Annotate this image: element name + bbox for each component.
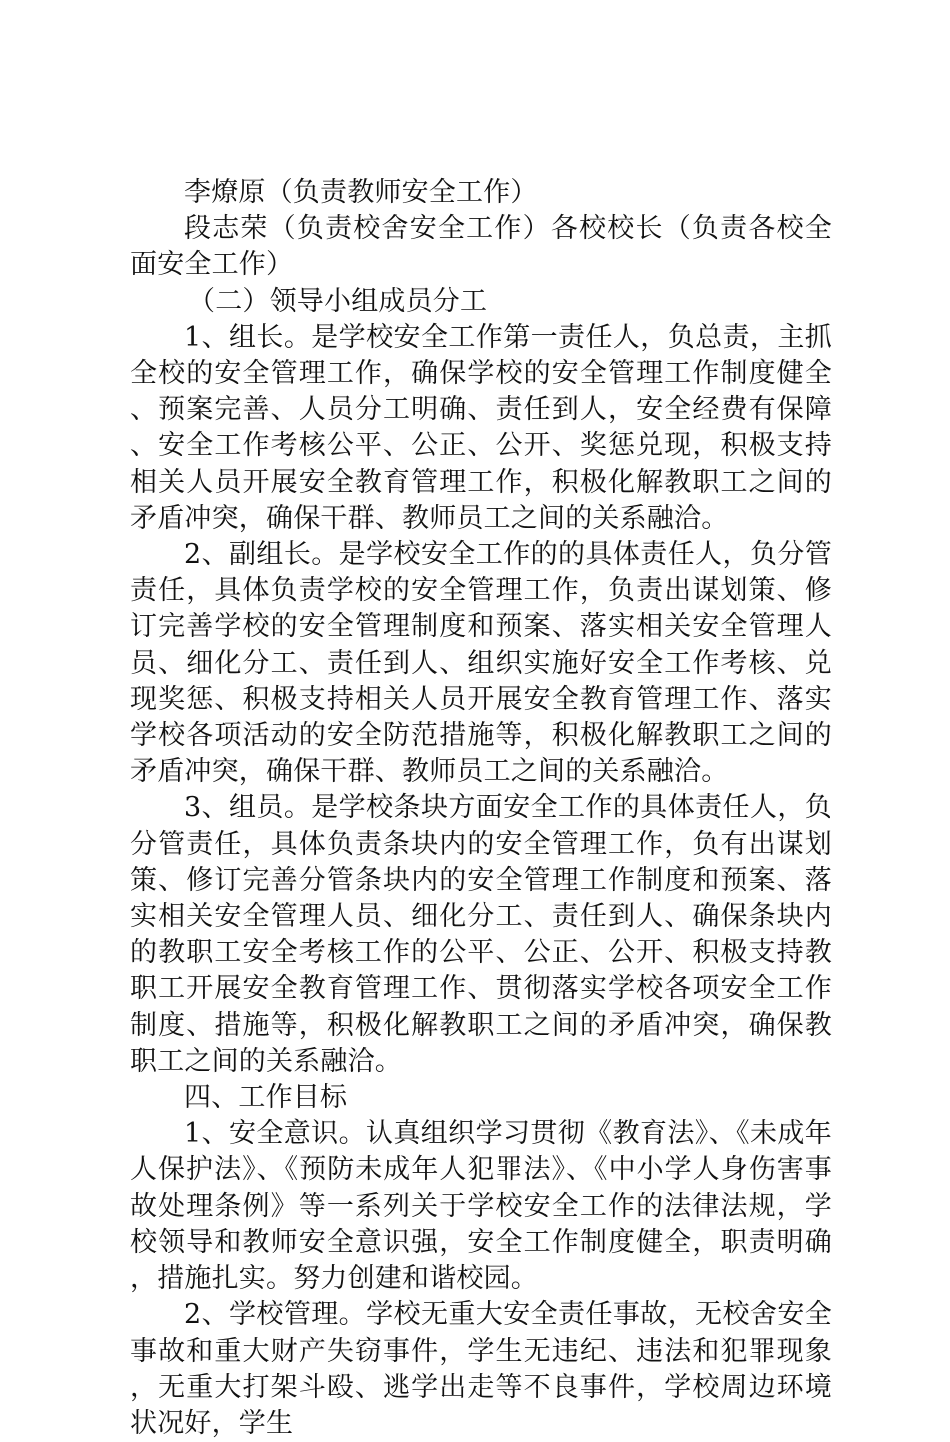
paragraph-leader: 1、组长。是学校安全工作第一责任人，负总责，主抓全校的安全管理工作，确保学校的安全管理工作制度健全、预案完善、人员分工明确、责任到人，安全经费有保障、安全工作考核公平、公正、公开、奖惩兑现，积极支持相关人员开展安全教育管理工作，积极化解教职工之间的矛盾冲突，确保干群、教师员工之间的关系融洽。 (130, 321, 832, 534)
section-heading-division: （二）领导小组成员分工 (188, 285, 488, 317)
paragraph-staff-duan: 段志荣（负责校舍安全工作）各校校长（负责各校全面安全工作） (130, 213, 832, 281)
paragraph-deputy-leader: 2、副组长。是学校安全工作的的具体责任人，负分管责任，具体负责学校的安全管理工作，负责出谋划策、修订完善学校的安全管理制度和预案、落实相关安全管理人员、细化分工、责任到人、组织实施好安全工作考核、兑现奖惩、积极支持相关人员开展安全教育管理工作、落实学校各项活动的安全防范措施等，积极化解教职工之间的矛盾冲突，确保干群、教师员工之间的关系融洽。 (130, 539, 832, 788)
paragraph-staff-li: 李燎原（负责教师安全工作） (184, 177, 538, 208)
paragraph-school-management: 2、学校管理。学校无重大安全责任事故，无校舍安全事故和重大财产失窃事件，学生无违纪、违法和犯罪现象，无重大打架斗殴、逃学出走等不良事件，学校周边环境状况好，学生 (130, 1299, 832, 1439)
paragraph-members: 3、组员。是学校条块方面安全工作的具体责任人，负分管责任，具体负责条块内的安全管理工作，负有出谋划策、修订完善分管条块内的安全管理工作制度和预案、落实相关安全管理人员、细化分工、责任到人、确保条块内的教职工安全考核工作的公平、公正、公开、积极支持教职工开展安全教育管理工作、贯彻落实学校各项安全工作制度、措施等，积极化解教职工之间的矛盾冲突，确保教职工之间的关系融洽。 (130, 792, 832, 1077)
paragraph-safety-awareness: 1、安全意识。认真组织学习贯彻《教育法》、《未成年人保护法》、《预防未成年人犯罪法》、《中小学人身伤害事故处理条例》等一系列关于学校安全工作的法律法规，学校领导和教师安全意识强，安全工作制度健全，职责明确，措施扎实。努力创建和谐校园。 (130, 1118, 832, 1295)
section-heading-goals: 四、工作目标 (184, 1082, 348, 1114)
document-body (130, 175, 832, 1442)
